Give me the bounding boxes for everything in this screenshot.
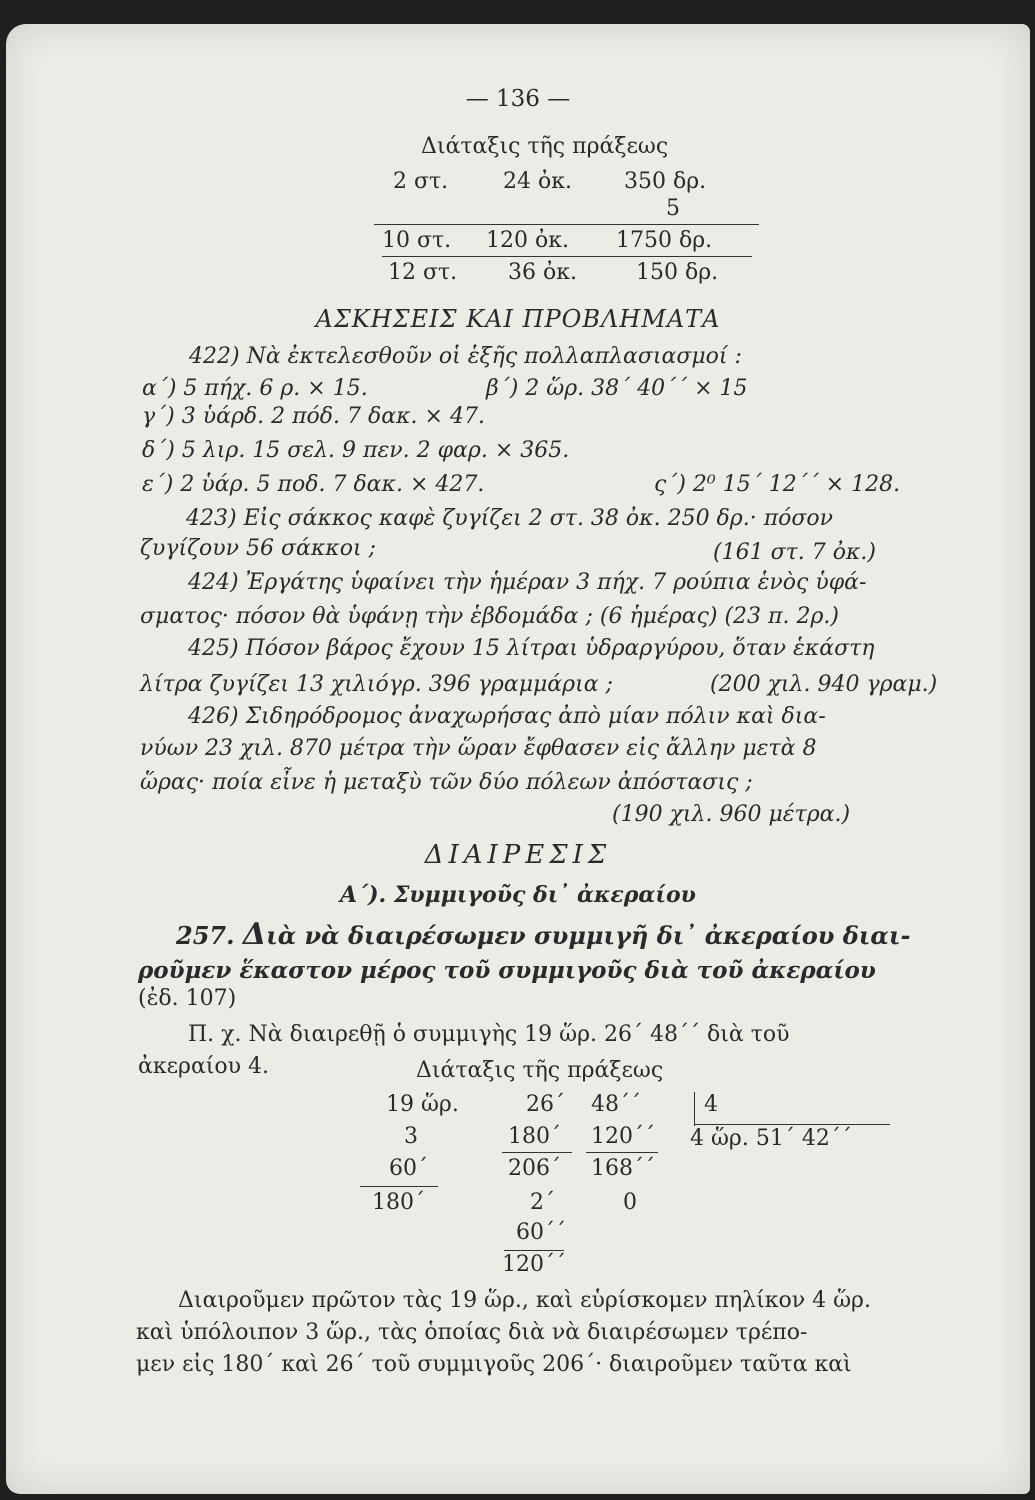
table1-r1-c3: 350 δρ. bbox=[624, 169, 707, 194]
div-c2-r5: 60΄΄ bbox=[516, 1220, 566, 1245]
div-c3-r3: 168΄΄ bbox=[591, 1156, 655, 1181]
ex425-answer: (200 χιλ. 940 γραμ.) bbox=[710, 672, 938, 697]
div-c1-r4: 180΄ bbox=[372, 1190, 425, 1215]
ex422-e: ε΄) 2 ὑάρ. 5 ποδ. 7 δακ. × 427. bbox=[142, 472, 485, 497]
example-line1: Π. χ. Νὰ διαιρεθῇ ὁ συμμιγὴς 19 ὥρ. 26΄ 48΄΄ διὰ τοῦ bbox=[188, 1022, 790, 1047]
page-number: — 136 — bbox=[465, 86, 571, 112]
ex423-answer: (161 στ. 7 ὀκ.) bbox=[713, 540, 876, 565]
para257-line1: ιὰ νὰ διαιρέσωμεν συμμιγῆ δι᾿ ἀκεραίου διαι- bbox=[266, 921, 911, 950]
div-c3-r4: 0 bbox=[623, 1190, 637, 1215]
closing-line2: καὶ ὑπόλοιπον 3 ὥρ., τὰς ὁποίας διὰ νὰ διαιρέσωμεν τρέπο- bbox=[136, 1320, 808, 1345]
div-c1-r1: 19 ὥρ. bbox=[386, 1092, 459, 1117]
div-c3-r2: 120΄΄ bbox=[591, 1124, 655, 1149]
ex426-line1: 426) Σιδηρόδρομος ἀναχωρήσας ἀπὸ μίαν πόλιν καὶ δια- bbox=[188, 704, 826, 729]
table1-r2-c3: 1750 δρ. bbox=[616, 228, 713, 253]
ex426-answer: (190 χιλ. 960 μέτρα.) bbox=[612, 802, 851, 827]
para257-number: 257. bbox=[176, 921, 235, 950]
table1-r2-c2: 120 ὀκ. bbox=[486, 228, 569, 253]
ex422-a: α΄) 5 πήχ. 6 ρ. × 15. bbox=[142, 376, 368, 401]
div-c2-r1: 26΄ bbox=[526, 1092, 565, 1117]
div-c3-r1: 48΄΄ bbox=[591, 1092, 641, 1117]
table1-r3-c3: 150 δρ. bbox=[636, 260, 719, 285]
ex422-intro: 422) Νὰ ἐκτελεσθοῦν οἱ ἑξῆς πολλαπλασιασμοί : bbox=[189, 344, 742, 369]
ex423-line1: 423) Εἰς σάκκος καφὲ ζυγίζει 2 στ. 38 ὀκ. 250 δρ.· πόσον bbox=[186, 506, 834, 531]
div-c1-rule bbox=[360, 1186, 438, 1187]
table1-r3-c1: 12 στ. bbox=[388, 260, 458, 285]
closing-line3: μεν εἰς 180΄ καὶ 26΄ τοῦ συμμιγοῦς 206΄· διαιροῦμεν ταῦτα καὶ bbox=[136, 1352, 852, 1377]
para257-initial: Δ bbox=[242, 917, 267, 952]
div-c1-r2: 3 bbox=[404, 1124, 418, 1149]
example-arrangement-title: Διάταξις τῆς πράξεως bbox=[416, 1058, 664, 1083]
example-line2a: ἀκεραίου 4. bbox=[138, 1054, 270, 1079]
book-page bbox=[6, 24, 1030, 1494]
ex424-line1: 424) Ἐργάτης ὑφαίνει τὴν ἡμέραν 3 πήχ. 7 ρούπια ἑνὸς ὑφά- bbox=[188, 570, 867, 595]
ex422-st: ς΄) 2⁰ 15΄ 12΄΄ × 128. bbox=[654, 472, 901, 497]
table1-rule-1 bbox=[374, 224, 759, 225]
table1-rule-2 bbox=[382, 256, 752, 257]
div-c2-rule-1 bbox=[502, 1152, 572, 1153]
divisor: 4 bbox=[704, 1092, 718, 1117]
div-c2-r6: 120΄΄ bbox=[502, 1252, 566, 1277]
div-c2-r3: 206΄ bbox=[508, 1156, 561, 1181]
arrangement-title: Διάταξις τῆς πράξεως bbox=[421, 134, 669, 159]
closing-line1: Διαιροῦμεν πρῶτον τὰς 19 ὥρ., καὶ εὑρίσκομεν πηλίκον 4 ὥρ. bbox=[178, 1288, 871, 1313]
table1-multiplier: 5 bbox=[666, 196, 680, 221]
ex426-line3: ὥρας· ποία εἶνε ἡ μεταξὺ τῶν δύο πόλεων ἀπόστασις ; bbox=[140, 770, 753, 795]
exercises-title: ΑΣΚΗΣΕΙΣ ΚΑΙ ΠΡΟΒΛΗΜΑΤΑ bbox=[315, 305, 721, 333]
ex426-line2: νύων 23 χιλ. 870 μέτρα τὴν ὥραν ἔφθασεν εἰς ἄλλην μετὰ 8 bbox=[140, 736, 817, 761]
divisor-vrule bbox=[694, 1092, 695, 1126]
ex422-g: γ΄) 3 ὑάρδ. 2 πόδ. 7 δακ. × 47. bbox=[142, 404, 485, 429]
division-title: ΔΙΑΙΡΕΣΙΣ bbox=[424, 840, 612, 870]
table1-r1-c1: 2 στ. bbox=[393, 169, 449, 194]
div-c2-r4: 2΄ bbox=[530, 1190, 555, 1215]
table1-r2-c1: 10 στ. bbox=[382, 228, 452, 253]
para257-line2: ροῦμεν ἕκαστον μέρος τοῦ συμμιγοῦς διὰ τοῦ ἀκεραίου bbox=[138, 957, 876, 984]
table1-r1-c2: 24 ὀκ. bbox=[503, 169, 572, 194]
division-subtitle: Α΄). Συμμιγοῦς δι᾿ ἀκεραίου bbox=[340, 882, 696, 908]
div-c2-rule-2 bbox=[504, 1250, 564, 1251]
ex423-line2: ζυγίζουν 56 σάκκοι ; bbox=[140, 536, 376, 561]
divisor-hrule bbox=[694, 1124, 890, 1125]
div-c2-r2: 180΄ bbox=[508, 1124, 561, 1149]
ex425-line1: 425) Πόσον βάρος ἔχουν 15 λίτραι ὑδραργύρου, ὅταν ἑκάστη bbox=[188, 636, 875, 661]
ex422-b: β΄) 2 ὥρ. 38΄ 40΄΄ × 15 bbox=[486, 376, 748, 401]
ex422-d: δ΄) 5 λιρ. 15 σελ. 9 πεν. 2 φαρ. × 365. bbox=[142, 438, 570, 463]
div-c3-rule bbox=[586, 1152, 658, 1153]
para257-line3: (ἐδ. 107) bbox=[138, 986, 237, 1011]
quotient: 4 ὥρ. 51΄ 42΄΄ bbox=[690, 1126, 852, 1151]
table1-r3-c2: 36 ὀκ. bbox=[508, 260, 577, 285]
ex425-line2: λίτρα ζυγίζει 13 χιλιόγρ. 396 γραμμάρια ; bbox=[140, 672, 613, 697]
div-c1-r3: 60΄ bbox=[389, 1156, 428, 1181]
ex424-line2: σματος· πόσον θὰ ὑφάνῃ τὴν ἑβδομάδα ; (6 ἡμέρας) (23 π. 2ρ.) bbox=[140, 604, 839, 629]
